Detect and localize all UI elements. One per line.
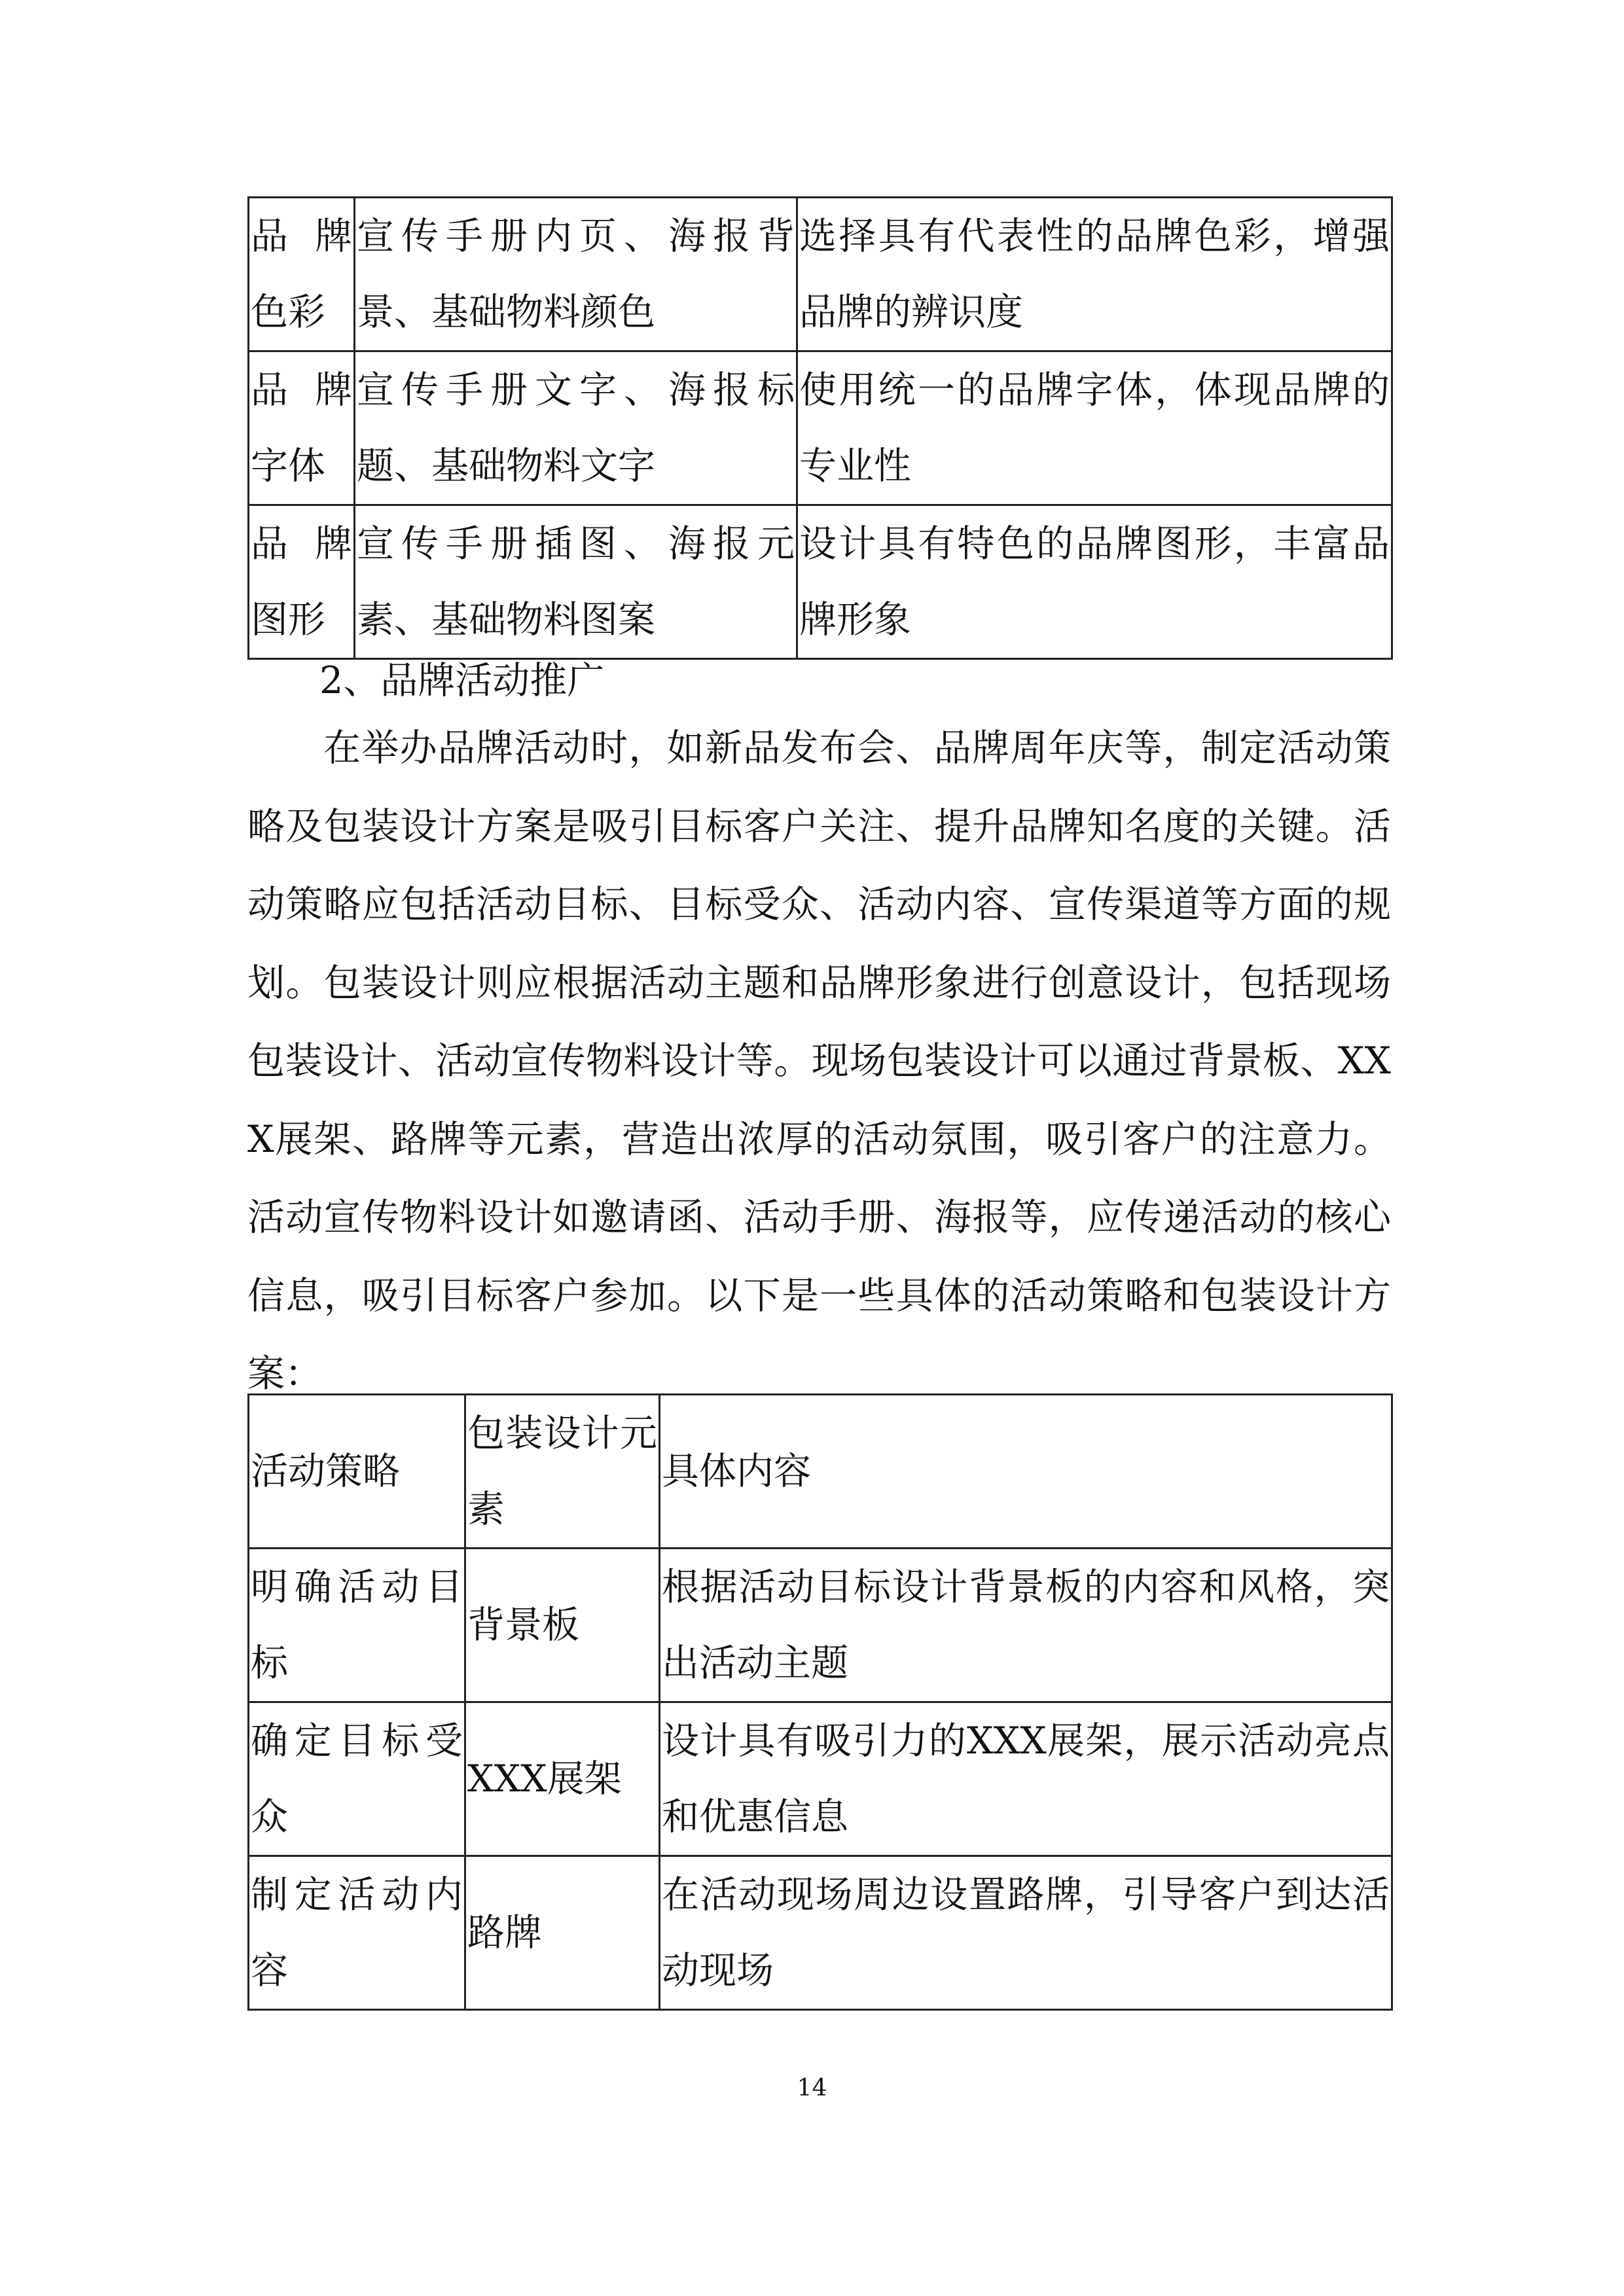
table-cell: 在活动现场周边设置路牌，引导客户到达活动现场 [660,1856,1392,2010]
table-cell: 制定活动内容 [249,1856,465,2010]
table-cell: 宣传手册文字、海报标题、基础物料文字 [355,351,797,505]
table-cell: 品牌图形 [249,505,355,659]
table-header-cell: 活动策略 [249,1395,465,1549]
body-paragraph: 在举办品牌活动时，如新品发布会、品牌周年庆等，制定活动策略及包装设计方案是吸引目标客户关注、提升品牌知名度的关键。活动策略应包括活动目标、目标受众、活动内容、宣传渠道等方面的规划。包装设计则应根据活动主题和品牌形象进行创意设计，包括现场包装设计、活动宣传物料设计等。现场包装设计可以通过背景板、XXX展架、路牌等元素，营造出浓厚的活动氛围，吸引客户的注意力。活动宣传物料设计如邀请函、活动手册、海报等，应传递活动的核心信息，吸引目标客户参加。以下是一些具体的活动策略和包装设计方案： [247,726,1391,1395]
table-cell: 选择具有代表性的品牌色彩，增强品牌的辨识度 [797,198,1392,351]
table-cell: 使用统一的品牌字体，体现品牌的专业性 [797,351,1392,505]
table-row [249,1702,1392,1856]
table-cell: 确定目标受众 [249,1702,465,1856]
section-heading: 2、品牌活动推广 [319,659,605,702]
table-cell: 根据活动目标设计背景板的内容和风格，突出活动主题 [660,1549,1392,1702]
table-cell: 背景板 [465,1549,660,1702]
table-cell: 明确活动目标 [249,1549,465,1702]
table-cell: 设计具有特色的品牌图形，丰富品牌形象 [797,505,1392,659]
brand-elements-table [247,196,1393,660]
table-cell: 路牌 [465,1856,660,2010]
table-row [249,351,1392,505]
table-header-cell: 包装设计元素 [465,1395,660,1549]
table-cell: 品牌字体 [249,351,355,505]
table-cell: 宣传手册内页、海报背景、基础物料颜色 [355,198,797,351]
page-number: 14 [797,2075,827,2102]
activity-strategy-table [247,1393,1393,2011]
table-row [249,1856,1392,2010]
table-cell: 设计具有吸引力的XXX展架，展示活动亮点和优惠信息 [660,1702,1392,1856]
table-row [249,1549,1392,1702]
table-header-row [249,1395,1392,1549]
table-cell: 品牌色彩 [249,198,355,351]
table-row [249,505,1392,659]
table-cell: 宣传手册插图、海报元素、基础物料图案 [355,505,797,659]
table-cell: XXX展架 [465,1702,660,1856]
table-row [249,198,1392,351]
table-header-cell: 具体内容 [660,1395,1392,1549]
